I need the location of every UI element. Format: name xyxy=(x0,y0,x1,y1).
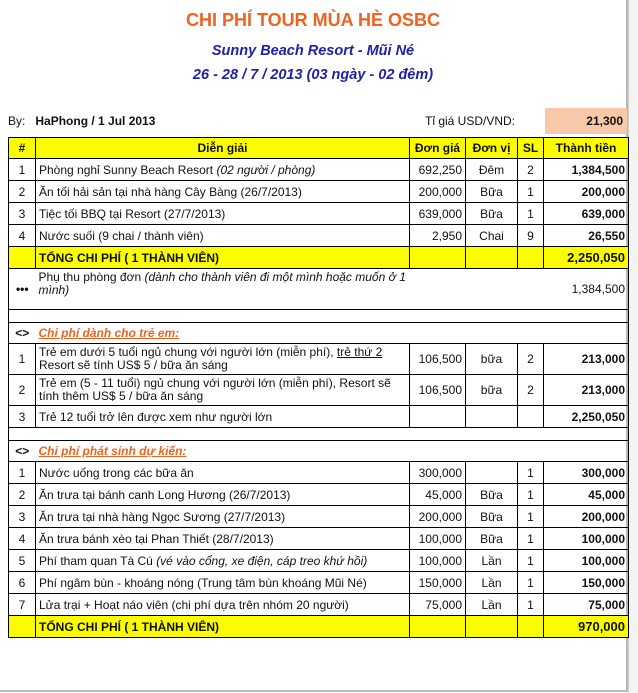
section-title: Chi phí phát sinh dự kiến: xyxy=(38,444,187,458)
table-row[interactable]: 4 Nước suối (9 chai / thành viên) 2,950 Chai 9 26,550 xyxy=(9,225,629,247)
table-row[interactable]: 2 Ăn tối hải sản tại nhà hàng Cây Bàng (26/7/2013) 200,000 Bữa 1 200,000 xyxy=(9,181,629,203)
col-header-price: Đơn giá xyxy=(410,138,466,159)
col-header-qty: SL xyxy=(518,138,544,159)
page-title: CHI PHÍ TOUR MÙA HÈ OSBC xyxy=(185,10,440,30)
by-label: By: xyxy=(8,114,26,128)
table-row[interactable]: 2 Trẻ em (5 - 11 tuổi) ngủ chung với người lớn (miễn phí), Resort sẽ tính thêm US$ 5 / bữa ăn sáng 106,500 bữa 2 213,000 xyxy=(9,375,629,406)
table-row[interactable]: 6 Phí ngâm bùn - khoáng nóng (Trung tâm bùn khoáng Mũi Né) 150,000 Lần 1 150,000 xyxy=(9,572,629,594)
table-row[interactable]: 3 Trẻ 12 tuổi trở lên được xem như người lớn 2,250,050 xyxy=(9,406,629,428)
author: HaPhong / 1 Jul 2013 xyxy=(35,114,156,128)
rate-label: Tỉ giá USD/VND: xyxy=(425,114,516,128)
col-header-desc: Diễn giải xyxy=(36,138,410,159)
col-header-total: Thành tiền xyxy=(544,138,629,159)
total-row[interactable] xyxy=(9,247,629,269)
page-subtitle: Sunny Beach Resort - Mũi Né xyxy=(211,43,415,59)
total-value: 970,000 xyxy=(544,616,629,638)
single-room-row[interactable]: ••• Phụ thu phòng đơn (dành cho thành viên đi một mình hoặc muốn ở 1 mình) 1,384,500 xyxy=(9,269,629,310)
table-row[interactable]: 1 Nước uống trong các bữa ăn 300,000 1 300,000 xyxy=(9,462,629,484)
table-row[interactable]: 4 Ăn trưa bánh xèo tại Phan Thiết (28/7/2013) 100,000 Bữa 1 100,000 xyxy=(9,528,629,550)
table-row[interactable]: 5 Phí tham quan Tà Cú (vé vào cổng, xe điện, cáp treo khứ hồi) 100,000 Lần 1 100,000 xyxy=(9,550,629,572)
cost-table xyxy=(8,137,629,638)
total-row[interactable] xyxy=(9,616,629,638)
total-label: TỔNG CHI PHÍ ( 1 THÀNH VIÊN) xyxy=(36,247,410,269)
table-row[interactable]: 7 Lửa trại + Hoạt náo viên (chi phí dựa trên nhóm 20 người) 75,000 Lần 1 75,000 xyxy=(9,594,629,616)
author-line xyxy=(8,114,155,128)
table-header-row xyxy=(9,138,629,159)
table-row[interactable]: 3 Tiệc tối BBQ tại Resort (27/7/2013) 639,000 Bữa 1 639,000 xyxy=(9,203,629,225)
adjacent-column xyxy=(628,0,638,693)
section-children: <> Chi phí dành cho trẻ em: xyxy=(9,323,629,344)
col-header-unit: Đơn vị xyxy=(466,138,518,159)
col-header-no: # xyxy=(9,138,36,159)
total-label: TỔNG CHI PHÍ ( 1 THÀNH VIÊN) xyxy=(36,616,410,638)
section-extra: <> Chi phí phát sinh dự kiến: xyxy=(9,441,629,462)
rate-value-cell[interactable]: 21,300 xyxy=(545,108,627,134)
table-row[interactable]: 1 Phòng nghỉ Sunny Beach Resort (02 người / phòng) 692,250 Đêm 2 1,384,500 xyxy=(9,159,629,181)
trip-dates: 26 - 28 / 7 / 2013 (03 ngày - 02 đêm) xyxy=(192,67,434,83)
table-row[interactable]: 3 Ăn trưa tại nhà hàng Ngọc Sương (27/7/2013) 200,000 Bữa 1 200,000 xyxy=(9,506,629,528)
total-value: 2,250,050 xyxy=(544,247,629,269)
table-row[interactable]: 1 Trẻ em dưới 5 tuổi ngủ chung với người lớn (miễn phí), trẻ thứ 2 Resort sẽ tính US$ 5 / bữa ăn sáng 106,500 bữa 2 213,000 xyxy=(9,344,629,375)
table-row[interactable]: 2 Ăn trưa tại bánh canh Long Hương (26/7/2013) 45,000 Bữa 1 45,000 xyxy=(9,484,629,506)
section-title: Chi phí dành cho trẻ em: xyxy=(38,326,180,340)
